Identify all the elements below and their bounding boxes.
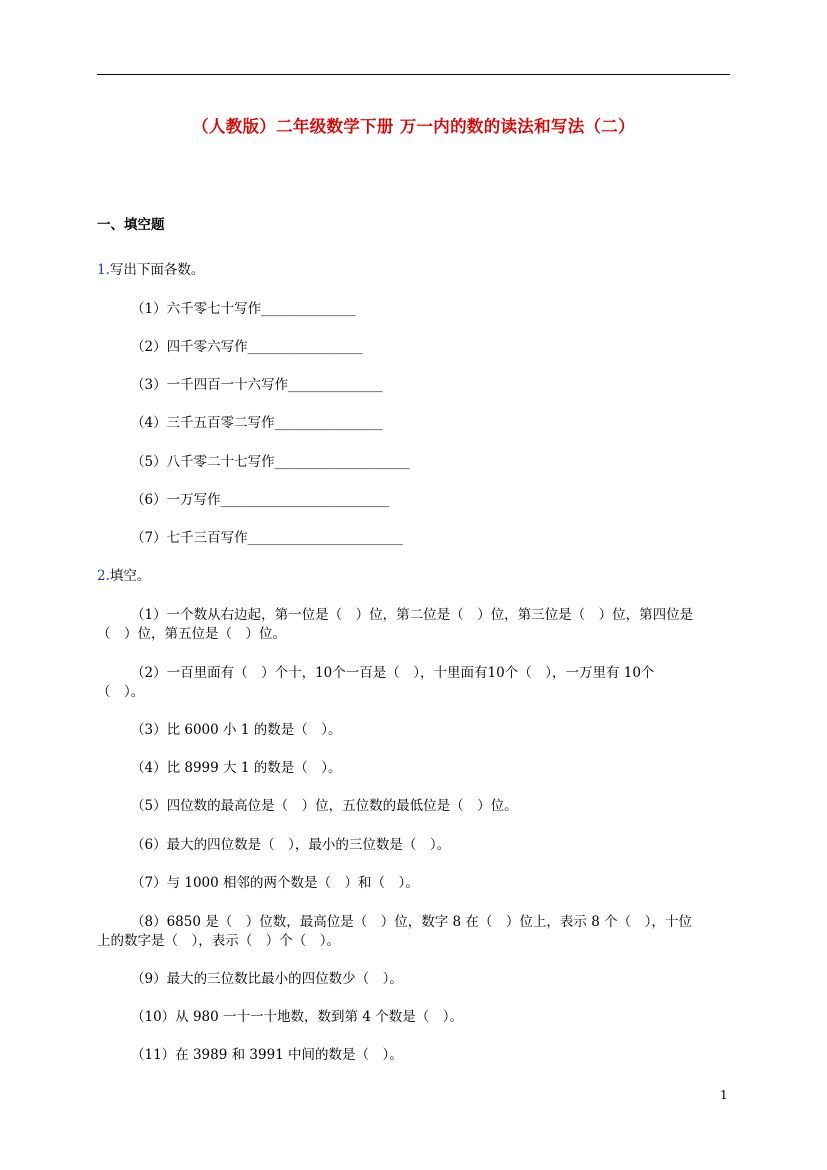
q2-item-1-line2: （ ）位，第五位是（ ）位。 bbox=[97, 626, 286, 642]
q2-item-7: （7）与 1000 相邻的两个数是（ ）和（ ）。 bbox=[131, 875, 419, 891]
q2-item-4: （4）比 8999 大 1 的数是（ ）。 bbox=[131, 760, 342, 776]
q2-item-8-line1: （8）6850 是（ ）位数，最高位是（ ）位，数字 8 在（ ）位上，表示 8 个（ ），十位 bbox=[131, 914, 692, 930]
q2-item-9: （9）最大的三位数比最小的四位数少（ ）。 bbox=[131, 971, 403, 987]
document-title: （人教版）二年级数学下册 万一内的数的读法和写法（二） bbox=[192, 117, 635, 136]
question-2-text: 填空。 bbox=[109, 568, 151, 584]
q2-item-10: （10）从 980 一十一十地数，数到第 4 个数是（ ）。 bbox=[131, 1009, 463, 1025]
q2-item-5: （5）四位数的最高位是（ ）位，五位数的最低位是（ ）位。 bbox=[131, 798, 518, 814]
q1-item-7: （7）七千三百写作_______________________ bbox=[131, 530, 403, 546]
q2-item-1-line1: （1）一个数从右边起，第一位是（ ）位，第二位是（ ）位，第三位是（ ）位，第四位是 bbox=[131, 607, 694, 623]
q1-item-6: （6）一万写作_________________________ bbox=[131, 492, 390, 508]
q2-item-6: （6）最大的四位数是（ ），最小的三位数是（ ）。 bbox=[131, 837, 451, 853]
q2-item-3: （3）比 6000 小 1 的数是（ ）。 bbox=[131, 722, 342, 738]
q2-item-2-line2: （ ）。 bbox=[97, 684, 145, 700]
q2-item-11: （11）在 3989 和 3991 中间的数是（ ）。 bbox=[131, 1047, 403, 1063]
q2-item-2-line1: （2）一百里面有（ ）个十，10个一百是（ ），十里面有10个（ ），一万里有 10个 bbox=[131, 665, 655, 681]
header-rule bbox=[97, 74, 730, 75]
q1-item-2: （2）四千零六写作_________________ bbox=[131, 339, 363, 355]
q1-item-4: （4）三千五百零二写作________________ bbox=[131, 415, 383, 431]
q2-item-8 bbox=[97, 913, 732, 951]
q1-item-3: （3）一千四百一十六写作______________ bbox=[131, 377, 383, 393]
question-1-heading bbox=[97, 261, 204, 280]
q1-item-5: （5）八千零二十七写作____________________ bbox=[131, 454, 410, 470]
q2-item-2 bbox=[97, 664, 732, 702]
question-1-number: 1. bbox=[97, 262, 110, 278]
q2-item-8-line2: 上的数字是（ ），表示（ ）个（ ）。 bbox=[97, 933, 340, 949]
page-number: 1 bbox=[720, 1088, 728, 1102]
question-2-number: 2. bbox=[97, 568, 110, 584]
question-2-heading bbox=[97, 567, 150, 586]
section-heading: 一、填空题 bbox=[97, 217, 165, 233]
question-1-text: 写出下面各数。 bbox=[109, 262, 205, 278]
q2-item-1 bbox=[97, 606, 732, 644]
q1-item-1: （1）六千零七十写作______________ bbox=[131, 301, 356, 317]
